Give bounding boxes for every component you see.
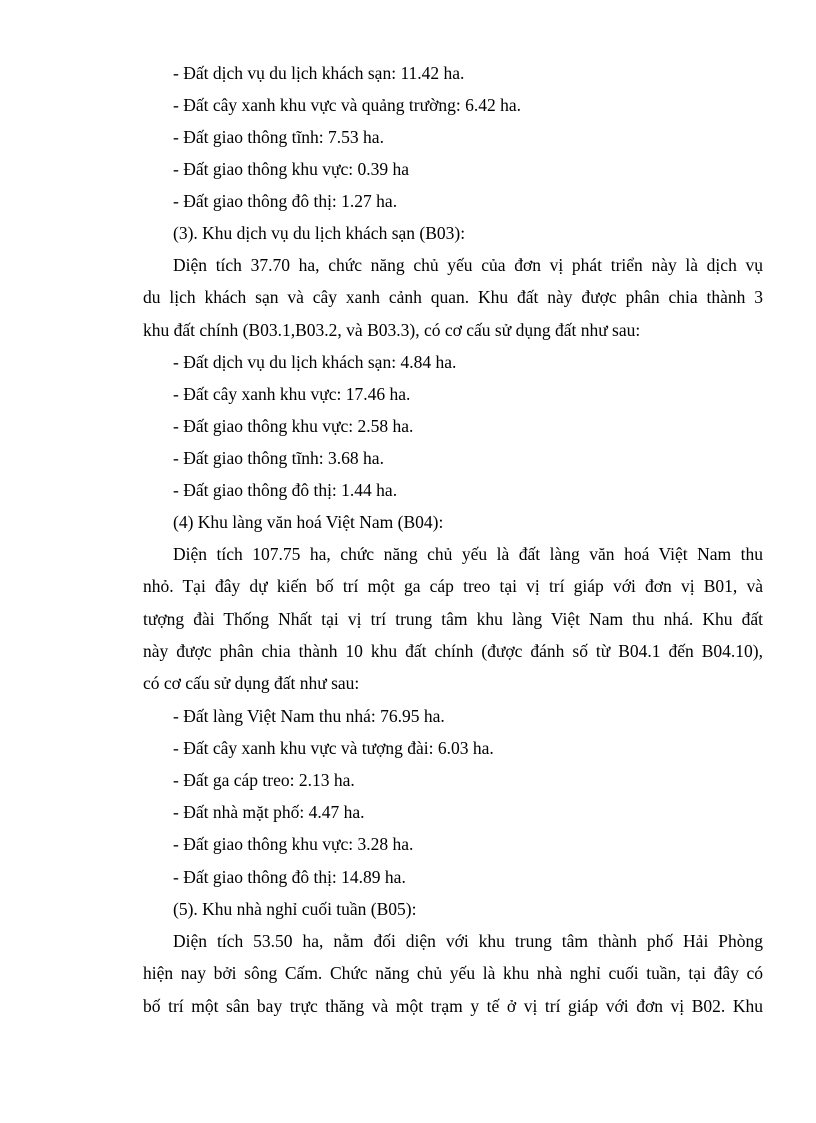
list-item: - Đất giao thông tĩnh: 3.68 ha. xyxy=(173,448,384,468)
paragraph-line: nhỏ. Tại đây dự kiến bố trí một ga cáp treo tại vị trí giáp với đơn vị B01, và xyxy=(143,576,763,597)
list-item: - Đất ga cáp treo: 2.13 ha. xyxy=(173,770,355,790)
paragraph-line: Diện tích 53.50 ha, nằm đối diện với khu trung tâm thành phố Hải Phòng xyxy=(173,931,763,951)
list-item: - Đất giao thông đô thị: 1.27 ha. xyxy=(173,191,398,211)
list-item: - Đất cây xanh khu vực và quảng trường: 6.42 ha. xyxy=(173,95,521,115)
paragraph-line: Diện tích 37.70 ha, chức năng chủ yếu của đơn vị phát triển này là dịch vụ xyxy=(173,255,763,275)
paragraph-line: có cơ cấu sử dụng đất như sau: xyxy=(143,673,360,694)
section-heading-b04: (4) Khu làng văn hoá Việt Nam (B04): xyxy=(173,512,444,532)
paragraph-line: này được phân chia thành 10 khu đất chính (được đánh số từ B04.1 đến B04.10), xyxy=(143,640,763,661)
list-item: - Đất giao thông tĩnh: 7.53 ha. xyxy=(173,127,384,147)
section-heading-b05: (5). Khu nhà nghỉ cuối tuần (B05): xyxy=(173,899,417,919)
paragraph-line: hiện nay bởi sông Cấm. Chức năng chủ yếu là khu nhà nghỉ cuối tuần, tại đây có xyxy=(143,963,763,984)
list-item: - Đất giao thông khu vực: 3.28 ha. xyxy=(173,834,414,854)
paragraph-line: du lịch khách sạn và cây xanh cảnh quan. Khu đất này được phân chia thành 3 xyxy=(143,287,763,308)
list-item: - Đất cây xanh khu vực: 17.46 ha. xyxy=(173,384,411,404)
paragraph-b05 xyxy=(143,925,763,1022)
list-item: - Đất cây xanh khu vực và tượng đài: 6.03 ha. xyxy=(173,738,494,758)
paragraph-b04 xyxy=(143,538,763,699)
paragraph-b03 xyxy=(143,249,763,346)
list-item: - Đất làng Việt Nam thu nhá: 76.95 ha. xyxy=(173,706,445,726)
paragraph-line: khu đất chính (B03.1,B03.2, và B03.3), có cơ cấu sử dụng đất như sau: xyxy=(143,319,641,340)
paragraph-line: tượng đài Thống Nhất tại vị trí trung tâm khu làng Việt Nam thu nhá. Khu đất xyxy=(143,608,763,629)
list-item: - Đất giao thông đô thị: 14.89 ha. xyxy=(173,867,406,887)
list-item: - Đất giao thông khu vực: 2.58 ha. xyxy=(173,416,414,436)
list-item: - Đất nhà mặt phố: 4.47 ha. xyxy=(173,802,365,822)
section-heading-b03: (3). Khu dịch vụ du lịch khách sạn (B03): xyxy=(173,223,466,243)
list-item: - Đất giao thông khu vực: 0.39 ha xyxy=(173,159,409,179)
list-item: - Đất giao thông đô thị: 1.44 ha. xyxy=(173,480,398,500)
list-item: - Đất dịch vụ du lịch khách sạn: 11.42 ha. xyxy=(173,63,465,83)
paragraph-line: Diện tích 107.75 ha, chức năng chủ yếu là đất làng văn hoá Việt Nam thu xyxy=(173,544,763,564)
paragraph-line: bố trí một sân bay trực thăng và một trạm y tế ở vị trí giáp với đơn vị B02. Khu xyxy=(143,995,763,1016)
list-item: - Đất dịch vụ du lịch khách sạn: 4.84 ha. xyxy=(173,352,457,372)
